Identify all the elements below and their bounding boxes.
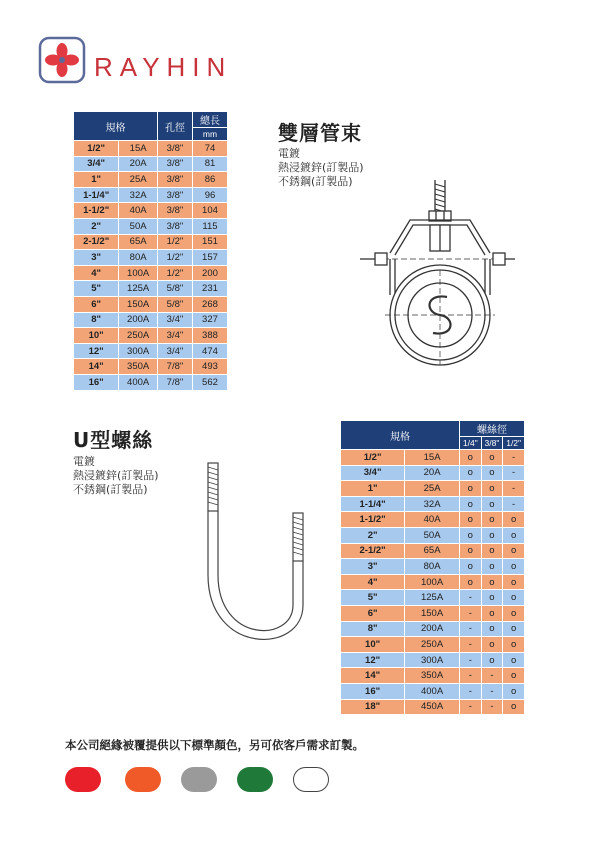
- table-cell: o: [459, 574, 481, 590]
- finish-item: 電鍍: [278, 147, 300, 160]
- table-cell: o: [481, 496, 503, 512]
- table-cell: 562: [192, 374, 227, 390]
- table-cell: o: [503, 527, 525, 543]
- table-cell: 65A: [119, 234, 158, 250]
- table-cell: 100A: [405, 574, 460, 590]
- table-row: [74, 156, 228, 172]
- table-cell: 231: [192, 281, 227, 297]
- table-row: [341, 496, 525, 512]
- table-cell: o: [481, 450, 503, 466]
- table-cell: 12": [74, 343, 119, 359]
- table-cell: o: [459, 465, 481, 481]
- swatch-gray: [181, 767, 217, 792]
- table-cell: o: [459, 481, 481, 497]
- table-cell: 40A: [119, 203, 158, 219]
- table-cell: o: [481, 574, 503, 590]
- table-cell: o: [481, 621, 503, 637]
- section2-title: U型螺絲: [73, 428, 154, 452]
- table-cell: 3/8": [157, 172, 192, 188]
- table-cell: 3/4": [157, 328, 192, 344]
- table-cell: 1-1/4": [74, 187, 119, 203]
- table-cell: 5": [341, 590, 405, 606]
- table-cell: 388: [192, 328, 227, 344]
- table-cell: 1-1/4": [341, 496, 405, 512]
- table-cell: o: [503, 637, 525, 653]
- table-cell: 1/2": [157, 265, 192, 281]
- table-cell: 3/4": [74, 156, 119, 172]
- table-cell: 300A: [405, 652, 460, 668]
- table-row: [74, 343, 228, 359]
- table-row: [341, 621, 525, 637]
- header-spec: 規格: [74, 112, 158, 141]
- table-cell: 80A: [405, 559, 460, 575]
- table-row: [74, 359, 228, 375]
- table-cell: 350A: [405, 668, 460, 684]
- double-pipe-clamp-illustration: [355, 175, 525, 375]
- table-row: [341, 668, 525, 684]
- table-cell: 5/8": [157, 281, 192, 297]
- table-cell: 2-1/2": [74, 234, 119, 250]
- table-cell: 2": [341, 527, 405, 543]
- table-cell: 4": [341, 574, 405, 590]
- table-cell: o: [481, 605, 503, 621]
- header-hole: 孔徑: [157, 112, 192, 141]
- table-cell: o: [459, 527, 481, 543]
- table-cell: 20A: [119, 156, 158, 172]
- table-cell: 450A: [405, 699, 460, 715]
- table-cell: 1/2": [74, 141, 119, 157]
- table-cell: o: [481, 543, 503, 559]
- table-cell: o: [481, 637, 503, 653]
- pipe-clamp-spec-table: [73, 111, 228, 391]
- table-cell: o: [481, 527, 503, 543]
- table-row: [74, 141, 228, 157]
- table-cell: 80A: [119, 250, 158, 266]
- brand-name: RAYHIN: [94, 52, 233, 82]
- table-cell: 157: [192, 250, 227, 266]
- table-row: [74, 187, 228, 203]
- table-row: [341, 465, 525, 481]
- table-cell: 18": [341, 699, 405, 715]
- finish-item: 熱浸鍍鋅(訂製品): [278, 161, 364, 174]
- table-cell: o: [503, 512, 525, 528]
- table-cell: -: [459, 605, 481, 621]
- table-cell: -: [481, 683, 503, 699]
- table-cell: -: [503, 481, 525, 497]
- table-cell: 16": [341, 683, 405, 699]
- table-cell: -: [459, 683, 481, 699]
- table-cell: 1-1/2": [341, 512, 405, 528]
- table-cell: 200A: [119, 312, 158, 328]
- table-cell: 125A: [119, 281, 158, 297]
- table-cell: o: [481, 512, 503, 528]
- table-cell: 10": [74, 328, 119, 344]
- table-cell: 350A: [119, 359, 158, 375]
- table-cell: 16": [74, 374, 119, 390]
- section2-finishes: [73, 455, 159, 497]
- table-cell: 8": [74, 312, 119, 328]
- table-cell: 3/8": [157, 187, 192, 203]
- table-cell: o: [503, 559, 525, 575]
- table-cell: 3/8": [157, 203, 192, 219]
- table-cell: o: [503, 668, 525, 684]
- table-cell: 5": [74, 281, 119, 297]
- table-row: [74, 172, 228, 188]
- table-cell: -: [481, 668, 503, 684]
- table-row: [341, 512, 525, 528]
- table-row: [74, 312, 228, 328]
- table-cell: 300A: [119, 343, 158, 359]
- header-thread-3-8: 3/8": [481, 437, 503, 450]
- table-cell: 250A: [405, 637, 460, 653]
- table-cell: o: [503, 590, 525, 606]
- table-cell: 3/4": [157, 312, 192, 328]
- table-row: [341, 574, 525, 590]
- table-row: [341, 699, 525, 715]
- table-cell: 1": [341, 481, 405, 497]
- table-cell: -: [459, 590, 481, 606]
- table-row: [74, 281, 228, 297]
- table-cell: 3/8": [157, 218, 192, 234]
- table-cell: 32A: [119, 187, 158, 203]
- pipe-clamp-table-body: [74, 141, 228, 391]
- swatch-green: [237, 767, 273, 792]
- color-notice: 本公司絕緣被覆提供以下標準顏色，另可依客戶需求訂製。: [65, 738, 364, 752]
- table-row: [74, 296, 228, 312]
- table-cell: o: [503, 543, 525, 559]
- table-row: [341, 683, 525, 699]
- table-cell: 15A: [119, 141, 158, 157]
- table-cell: -: [459, 699, 481, 715]
- table-row: [74, 234, 228, 250]
- table-cell: 150A: [119, 296, 158, 312]
- table-cell: o: [481, 652, 503, 668]
- table-cell: 4": [74, 265, 119, 281]
- table-cell: 7/8": [157, 374, 192, 390]
- table-cell: 100A: [119, 265, 158, 281]
- table-cell: 151: [192, 234, 227, 250]
- table-cell: 5/8": [157, 296, 192, 312]
- header-thread-1-4: 1/4": [459, 437, 481, 450]
- table-cell: -: [481, 699, 503, 715]
- table-cell: 20A: [405, 465, 460, 481]
- table-cell: 50A: [119, 218, 158, 234]
- table-row: [341, 637, 525, 653]
- table-row: [341, 481, 525, 497]
- table-cell: 2-1/2": [341, 543, 405, 559]
- table-row: [341, 543, 525, 559]
- table-row: [74, 250, 228, 266]
- table-row: [341, 590, 525, 606]
- table-cell: 400A: [405, 683, 460, 699]
- swatch-orange: [125, 767, 161, 792]
- table-cell: 327: [192, 312, 227, 328]
- table-cell: 25A: [405, 481, 460, 497]
- table-cell: o: [459, 512, 481, 528]
- u-bolt-illustration: [190, 455, 320, 655]
- table-cell: o: [481, 465, 503, 481]
- header-spec: 規格: [341, 421, 460, 450]
- swatch-white: [293, 767, 329, 792]
- table-cell: 14": [74, 359, 119, 375]
- table-cell: 1/2": [157, 250, 192, 266]
- table-cell: -: [459, 621, 481, 637]
- table-row: [341, 559, 525, 575]
- table-cell: o: [503, 574, 525, 590]
- table-row: [74, 328, 228, 344]
- table-cell: -: [503, 465, 525, 481]
- table-cell: o: [503, 683, 525, 699]
- finish-item: 電鍍: [73, 455, 95, 468]
- table-cell: 65A: [405, 543, 460, 559]
- table-cell: 3": [74, 250, 119, 266]
- table-cell: -: [503, 450, 525, 466]
- table-cell: o: [459, 450, 481, 466]
- swatch-red: [65, 767, 101, 792]
- table-cell: 32A: [405, 496, 460, 512]
- table-row: [74, 265, 228, 281]
- table-cell: o: [459, 543, 481, 559]
- header-thread-1-2: 1/2": [503, 437, 525, 450]
- table-cell: 3": [341, 559, 405, 575]
- table-cell: -: [459, 637, 481, 653]
- finish-item: 熱浸鍍鋅(訂製品): [73, 469, 159, 482]
- table-cell: 15A: [405, 450, 460, 466]
- table-cell: 200: [192, 265, 227, 281]
- section1-title: 雙層管束: [278, 121, 362, 145]
- table-cell: o: [503, 699, 525, 715]
- table-cell: 250A: [119, 328, 158, 344]
- table-cell: 3/4": [157, 343, 192, 359]
- table-cell: o: [481, 590, 503, 606]
- table-cell: 474: [192, 343, 227, 359]
- table-cell: 3/8": [157, 141, 192, 157]
- table-cell: o: [503, 605, 525, 621]
- table-cell: 10": [341, 637, 405, 653]
- table-cell: o: [459, 559, 481, 575]
- table-cell: o: [503, 652, 525, 668]
- table-cell: -: [459, 652, 481, 668]
- table-cell: 1-1/2": [74, 203, 119, 219]
- table-cell: 1/2": [157, 234, 192, 250]
- table-cell: -: [459, 668, 481, 684]
- table-cell: o: [503, 621, 525, 637]
- table-cell: 6": [341, 605, 405, 621]
- table-cell: 1/2": [341, 450, 405, 466]
- table-cell: 104: [192, 203, 227, 219]
- table-cell: 81: [192, 156, 227, 172]
- table-cell: 40A: [405, 512, 460, 528]
- table-cell: o: [481, 559, 503, 575]
- table-cell: 74: [192, 141, 227, 157]
- table-cell: 115: [192, 218, 227, 234]
- table-row: [74, 374, 228, 390]
- table-cell: 200A: [405, 621, 460, 637]
- table-cell: 96: [192, 187, 227, 203]
- table-cell: 50A: [405, 527, 460, 543]
- table-cell: 150A: [405, 605, 460, 621]
- table-cell: 6": [74, 296, 119, 312]
- table-row: [341, 605, 525, 621]
- table-cell: 25A: [119, 172, 158, 188]
- table-cell: 2": [74, 218, 119, 234]
- u-bolt-spec-table: [340, 420, 525, 715]
- header-unit: mm: [192, 128, 227, 141]
- table-cell: 86: [192, 172, 227, 188]
- table-cell: 400A: [119, 374, 158, 390]
- table-cell: 3/8": [157, 156, 192, 172]
- table-row: [74, 203, 228, 219]
- table-row: [341, 527, 525, 543]
- table-cell: 125A: [405, 590, 460, 606]
- table-cell: 1": [74, 172, 119, 188]
- table-cell: 493: [192, 359, 227, 375]
- table-row: [341, 652, 525, 668]
- table-cell: 3/4": [341, 465, 405, 481]
- table-cell: 14": [341, 668, 405, 684]
- table-cell: 12": [341, 652, 405, 668]
- u-bolt-table-body: [341, 450, 525, 715]
- table-cell: o: [481, 481, 503, 497]
- table-cell: o: [459, 496, 481, 512]
- table-row: [74, 218, 228, 234]
- section1-finishes: [278, 147, 364, 189]
- finish-item: 不銹鋼(訂製品): [278, 175, 353, 188]
- table-cell: 268: [192, 296, 227, 312]
- table-row: [341, 450, 525, 466]
- header-thread: 螺絲徑: [459, 421, 524, 437]
- table-cell: 7/8": [157, 359, 192, 375]
- table-cell: 8": [341, 621, 405, 637]
- header-length: 總長: [192, 112, 227, 128]
- table-cell: -: [503, 496, 525, 512]
- finish-item: 不銹鋼(訂製品): [73, 483, 148, 496]
